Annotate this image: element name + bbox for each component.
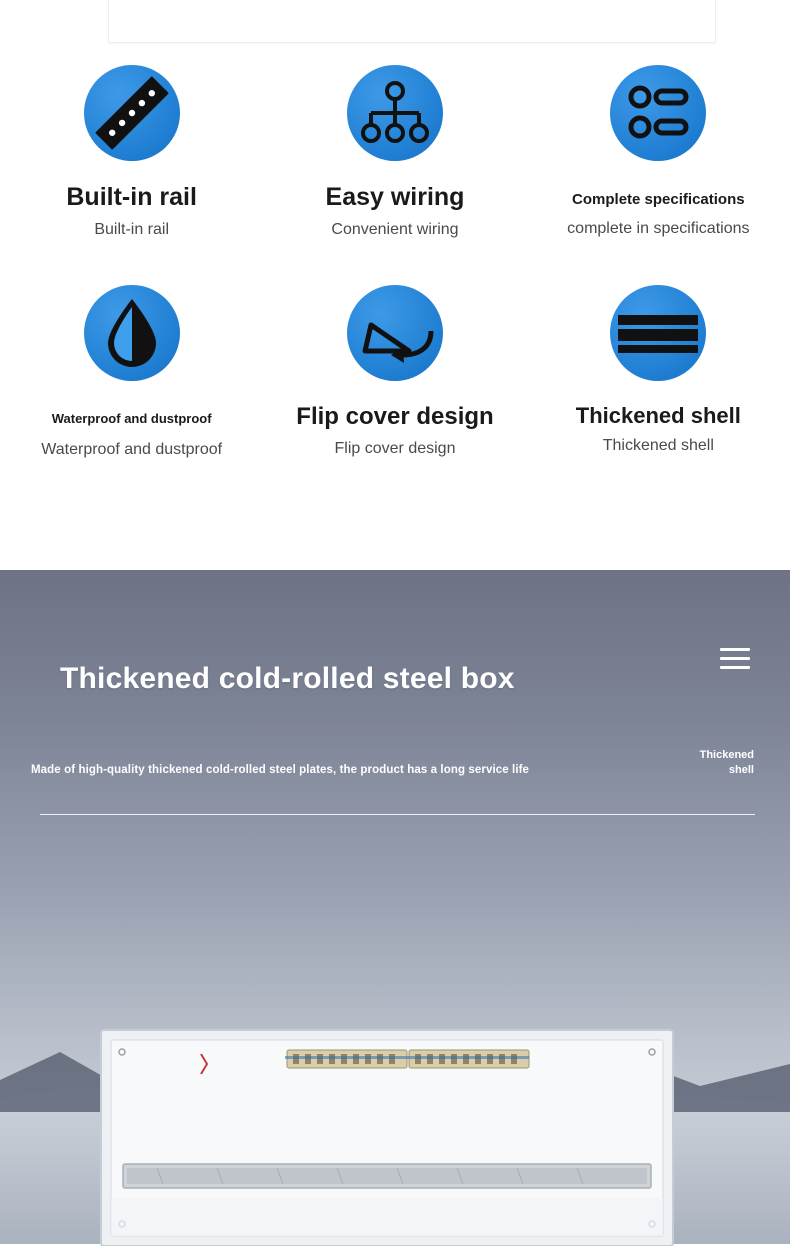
feature-title: Flip cover design	[296, 403, 494, 430]
waterproof-droplet-icon	[84, 285, 180, 381]
hero-tag-label: Thickened shell	[699, 749, 754, 776]
product-image-distribution-box	[97, 1026, 677, 1246]
hero-title: Thickened cold-rolled steel box	[60, 662, 515, 695]
feature-title: Built-in rail	[66, 183, 197, 211]
feature-item-flip-cover-design	[263, 275, 526, 495]
feature-title: Waterproof and dustproof	[51, 411, 212, 426]
feature-title: Thickened shell	[575, 403, 741, 428]
feature-subtitle: complete in specifications	[567, 220, 750, 238]
rail-icon	[84, 65, 180, 161]
wiring-tree-icon	[347, 65, 443, 161]
feature-subtitle: Built-in rail	[94, 220, 169, 238]
feature-subtitle: Waterproof and dustproof	[41, 441, 223, 459]
specifications-list-icon	[610, 65, 706, 161]
feature-item-built-in-rail	[0, 55, 263, 275]
feature-panel	[0, 0, 790, 570]
feature-item-waterproof-dustproof	[0, 275, 263, 495]
thickened-shell-icon	[610, 285, 706, 381]
feature-title: Easy wiring	[325, 183, 465, 211]
feature-subtitle: Flip cover design	[334, 439, 456, 457]
top-white-strip	[108, 0, 716, 43]
feature-item-complete-specifications	[527, 55, 790, 275]
hamburger-menu-icon[interactable]	[720, 648, 750, 672]
feature-title: Complete specifications	[572, 191, 745, 208]
flip-cover-arrow-icon	[347, 285, 443, 381]
divider	[40, 814, 755, 815]
feature-grid	[0, 55, 790, 495]
menu-bar	[720, 657, 750, 660]
menu-bar	[720, 648, 750, 651]
feature-item-easy-wiring	[263, 55, 526, 275]
hero-description: Made of high-quality thickened cold-rolled steel plates, the product has a long service life	[31, 764, 530, 776]
feature-subtitle: Thickened shell	[602, 437, 714, 455]
feature-subtitle: Convenient wiring	[331, 220, 459, 238]
menu-bar	[720, 666, 750, 669]
feature-item-thickened-shell	[527, 275, 790, 495]
